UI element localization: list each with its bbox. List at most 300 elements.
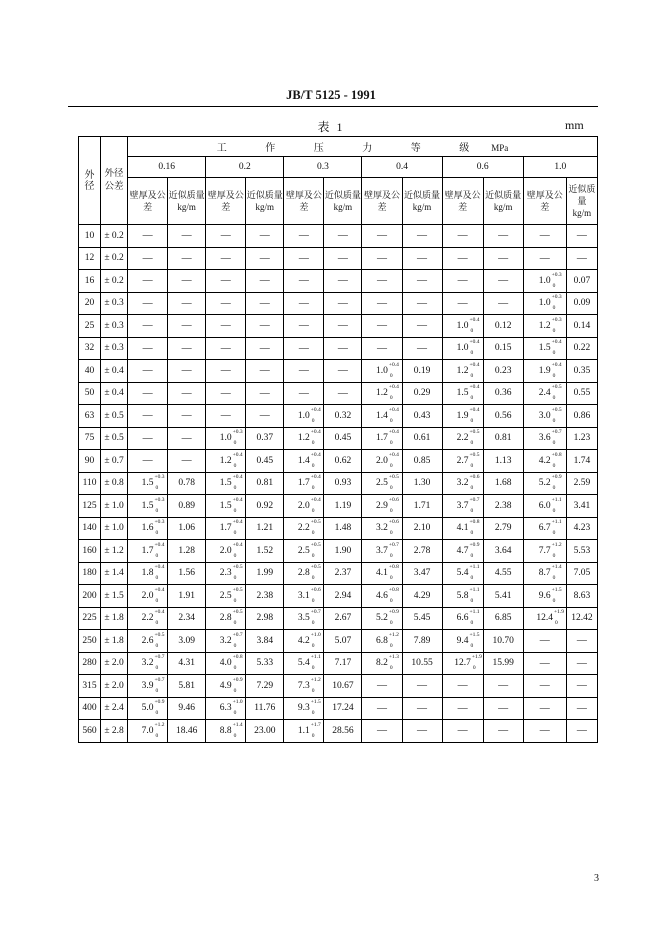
wall-thickness-value [376, 586, 399, 604]
empty-cell: — [483, 697, 523, 720]
approx-mass-cell: 1.48 [324, 517, 362, 540]
wall-thickness-value [219, 631, 243, 649]
wall-thickness-value [297, 631, 321, 649]
approx-mass-cell: 2.59 [566, 472, 597, 495]
wall-thickness-nominal: 9.3 [297, 703, 310, 714]
od-tolerance-cell: ± 2.0 [101, 675, 128, 698]
outer-diameter-cell: 12 [79, 247, 101, 270]
wall-thickness-value [141, 496, 165, 514]
approx-mass-cell: 0.92 [246, 495, 284, 518]
wall-thickness-cell [284, 540, 324, 563]
wall-thickness-cell [206, 585, 246, 608]
upper-tolerance: +1.0 [232, 699, 243, 706]
approx-mass-cell: 0.15 [483, 337, 523, 360]
wall-thickness-nominal: 2.8 [219, 613, 232, 624]
wall-thickness-value [297, 429, 321, 447]
approx-mass-cell: 0.89 [168, 495, 206, 518]
wall-thickness-value [141, 586, 165, 604]
lower-tolerance: 0 [470, 597, 474, 604]
table-row [79, 382, 598, 405]
outer-diameter-cell: 315 [79, 675, 101, 698]
upper-tolerance: +0.3 [551, 271, 562, 278]
approx-mass-cell: 12.42 [566, 607, 597, 630]
wall-thickness-cell [362, 517, 402, 540]
empty-cell: — [206, 292, 246, 315]
table-row [79, 225, 598, 248]
upper-tolerance: +1.5 [469, 631, 480, 638]
wall-thickness-nominal: 2.4 [538, 388, 551, 399]
upper-tolerance: +0.4 [154, 564, 165, 571]
lower-tolerance: 0 [552, 350, 556, 357]
empty-cell: — [483, 720, 523, 743]
wall-thickness-cell [523, 292, 566, 315]
outer-diameter-cell: 250 [79, 630, 101, 653]
empty-cell: — [284, 270, 324, 293]
approx-mass-cell: 2.94 [324, 585, 362, 608]
wall-thickness-cell [206, 652, 246, 675]
upper-tolerance: +0.9 [469, 541, 480, 548]
table-row [79, 630, 598, 653]
wall-thickness-value [219, 721, 243, 739]
outer-diameter-cell: 160 [79, 540, 101, 563]
header-rule [68, 106, 598, 107]
approx-mass-cell: 0.23 [483, 360, 523, 383]
upper-tolerance: +0.8 [388, 586, 399, 593]
lower-tolerance: 0 [470, 620, 474, 627]
wall-thickness-cell [442, 607, 483, 630]
approx-mass-cell: 1.91 [168, 585, 206, 608]
wall-thickness-nominal: 1.1 [297, 725, 310, 736]
wall-thickness-value [297, 564, 321, 582]
table-row [79, 270, 598, 293]
wall-thickness-cell [284, 405, 324, 428]
pressure-grade-4: 0.6 [442, 157, 523, 178]
upper-tolerance: +1.9 [471, 654, 482, 661]
lower-tolerance: 0 [155, 665, 159, 672]
empty-cell: — [523, 697, 566, 720]
od-tolerance-cell: ± 1.0 [101, 517, 128, 540]
upper-tolerance: +1.2 [551, 541, 562, 548]
upper-tolerance: +0.3 [154, 474, 165, 481]
wall-thickness-nominal: 4.1 [456, 523, 469, 534]
lower-tolerance: 0 [389, 440, 393, 447]
upper-tolerance: +0.4 [232, 474, 243, 481]
approx-mass-cell: 1.68 [483, 472, 523, 495]
wall-thickness-value [141, 676, 165, 694]
wall-thickness-cell [362, 540, 402, 563]
wall-thickness-value [538, 271, 562, 289]
wall-thickness-value [297, 496, 321, 514]
od-tolerance-cell: ± 0.2 [101, 247, 128, 270]
outer-diameter-cell: 25 [79, 315, 101, 338]
outer-diameter-cell: 63 [79, 405, 101, 428]
wall-thickness-cell [206, 472, 246, 495]
table-row [79, 562, 598, 585]
approx-mass-cell: 1.13 [483, 450, 523, 473]
empty-cell: — [168, 315, 206, 338]
approx-mass-cell: 2.98 [246, 607, 284, 630]
od-tolerance-cell: ± 1.5 [101, 585, 128, 608]
empty-cell: — [362, 697, 402, 720]
wall-thickness-value [376, 406, 399, 424]
empty-cell: — [128, 382, 168, 405]
upper-tolerance: +0.4 [154, 586, 165, 593]
wall-thickness-nominal: 2.9 [376, 500, 388, 511]
wall-thickness-nominal: 1.0 [297, 410, 310, 421]
upper-tolerance: +0.4 [388, 361, 399, 368]
lower-tolerance: 0 [311, 687, 315, 694]
lower-tolerance: 0 [389, 575, 393, 582]
empty-cell: — [566, 652, 597, 675]
approx-mass-cell: 0.86 [566, 405, 597, 428]
table-row [79, 450, 598, 473]
outer-diameter-cell: 140 [79, 517, 101, 540]
table-row [79, 675, 598, 698]
wall-thickness-header: 壁厚及公 差 [442, 178, 483, 225]
wall-thickness-header: 壁厚及公 差 [362, 178, 402, 225]
approx-mass-cell: 2.78 [402, 540, 442, 563]
lower-tolerance: 0 [389, 597, 393, 604]
wall-thickness-cell [442, 382, 483, 405]
wall-thickness-nominal: 1.2 [219, 455, 232, 466]
empty-cell: — [246, 247, 284, 270]
lower-tolerance: 0 [470, 485, 474, 492]
wall-thickness-header: 壁厚及公 差 [128, 178, 168, 225]
wall-thickness-value [141, 631, 165, 649]
od-tolerance-cell: ± 1.2 [101, 540, 128, 563]
wall-thickness-value [538, 586, 562, 604]
wall-thickness-nominal: 1.2 [297, 433, 310, 444]
lower-tolerance: 0 [552, 305, 556, 312]
wall-thickness-value [297, 406, 321, 424]
upper-tolerance: +0.4 [232, 541, 243, 548]
wall-thickness-cell [128, 495, 168, 518]
table-row [79, 472, 598, 495]
lower-tolerance: 0 [311, 642, 315, 649]
wall-thickness-cell [362, 382, 402, 405]
upper-tolerance: +1.5 [551, 586, 562, 593]
approx-mass-label: 近似质量 [168, 189, 205, 200]
wall-thickness-cell [362, 427, 402, 450]
wall-thickness-value [538, 384, 562, 402]
wall-thickness-value [538, 429, 562, 447]
approx-mass-cell: 4.31 [168, 652, 206, 675]
wall-thickness-cell [128, 607, 168, 630]
approx-mass-cell: 3.09 [168, 630, 206, 653]
approx-mass-cell: 5.81 [168, 675, 206, 698]
empty-cell: — [206, 315, 246, 338]
mass-unit-label: kg/m [255, 202, 275, 212]
upper-tolerance: +1.1 [469, 586, 480, 593]
approx-mass-cell: 2.67 [324, 607, 362, 630]
outer-diameter-cell: 32 [79, 337, 101, 360]
empty-cell: — [168, 382, 206, 405]
table-title: 表 1 [317, 120, 345, 134]
wall-thickness-nominal: 3.5 [297, 613, 310, 624]
empty-cell: — [442, 225, 483, 248]
outer-diameter-cell: 280 [79, 652, 101, 675]
lower-tolerance: 0 [311, 665, 315, 672]
wall-thickness-cell [442, 427, 483, 450]
empty-cell: — [362, 675, 402, 698]
wall-thickness-cell [442, 315, 483, 338]
mass-unit-label: kg/m [493, 202, 513, 212]
wall-thickness-nominal: 1.6 [141, 523, 154, 534]
empty-cell: — [483, 292, 523, 315]
wall-thickness-nominal: 2.7 [456, 455, 469, 466]
empty-cell: — [168, 337, 206, 360]
upper-tolerance: +0.4 [469, 339, 480, 346]
wall-thickness-nominal: 1.5 [219, 500, 232, 511]
pressure-grade-2: 0.3 [284, 157, 362, 178]
wall-thickness-cell [442, 405, 483, 428]
lower-tolerance: 0 [155, 710, 159, 717]
lower-tolerance: 0 [552, 597, 556, 604]
wall-thickness-nominal: 4.2 [538, 455, 551, 466]
wall-thickness-cell [128, 675, 168, 698]
upper-tolerance: +0.3 [551, 316, 562, 323]
upper-tolerance: +1.5 [310, 699, 321, 706]
wall-thickness-value [297, 451, 321, 469]
lower-tolerance: 0 [311, 530, 315, 537]
wall-thickness-cell [362, 562, 402, 585]
outer-diameter-cell: 90 [79, 450, 101, 473]
wall-thickness-nominal: 3.6 [538, 433, 551, 444]
approx-mass-cell: 7.17 [324, 652, 362, 675]
empty-cell: — [402, 247, 442, 270]
wall-thickness-cell [362, 495, 402, 518]
approx-mass-cell: 17.24 [324, 697, 362, 720]
wall-thickness-nominal: 7.7 [538, 545, 551, 556]
approx-mass-cell: 1.52 [246, 540, 284, 563]
table-row [79, 360, 598, 383]
upper-tolerance: +0.8 [551, 451, 562, 458]
wall-thickness-value [376, 541, 399, 559]
empty-cell: — [128, 450, 168, 473]
lower-tolerance: 0 [233, 665, 237, 672]
empty-cell: — [128, 225, 168, 248]
upper-tolerance: +0.9 [388, 609, 399, 616]
wall-thickness-cell [442, 495, 483, 518]
lower-tolerance: 0 [311, 597, 315, 604]
wall-thickness-value [454, 654, 482, 672]
wall-thickness-value [219, 429, 243, 447]
wall-thickness-cell [128, 697, 168, 720]
approx-mass-cell: 1.28 [168, 540, 206, 563]
od-tolerance-cell: ± 2.8 [101, 720, 128, 743]
upper-tolerance: +0.7 [388, 541, 399, 548]
approx-mass-cell: 3.84 [246, 630, 284, 653]
empty-cell: — [128, 360, 168, 383]
wall-thickness-cell [206, 720, 246, 743]
wall-thickness-value [456, 541, 480, 559]
wall-thickness-value [219, 519, 243, 537]
upper-tolerance: +0.5 [232, 609, 243, 616]
approx-mass-cell: 10.67 [324, 675, 362, 698]
approx-mass-cell: 1.06 [168, 517, 206, 540]
wall-thickness-cell [523, 427, 566, 450]
pipe-dimension-table [78, 136, 598, 743]
empty-cell: — [128, 247, 168, 270]
table-row [79, 495, 598, 518]
lower-tolerance: 0 [155, 642, 159, 649]
lower-tolerance: 0 [552, 530, 556, 537]
wall-thickness-cell [128, 652, 168, 675]
working-pressure-header [128, 137, 598, 157]
standard-number: JB/T 5125 - 1991 [286, 88, 376, 102]
outer-diameter-cell: 180 [79, 562, 101, 585]
lower-tolerance: 0 [389, 395, 393, 402]
od-tolerance-cell: ± 0.7 [101, 450, 128, 473]
wall-thickness-value [538, 496, 562, 514]
approx-mass-label: 近似质量 [324, 189, 361, 200]
table-unit: mm [565, 118, 584, 132]
wall-thickness-nominal: 4.0 [219, 658, 232, 669]
empty-cell: — [324, 292, 362, 315]
empty-cell: — [362, 270, 402, 293]
wall-thickness-value [141, 654, 165, 672]
wall-thickness-nominal: 1.0 [219, 433, 232, 444]
empty-cell: — [168, 405, 206, 428]
upper-tolerance: +0.7 [154, 654, 165, 661]
wall-thickness-cell [284, 472, 324, 495]
empty-cell: — [168, 247, 206, 270]
empty-cell: — [566, 675, 597, 698]
empty-cell: — [284, 315, 324, 338]
upper-tolerance: +0.4 [469, 316, 480, 323]
wall-thickness-value [456, 474, 480, 492]
approx-mass-cell: 0.61 [402, 427, 442, 450]
upper-tolerance: +0.4 [388, 451, 399, 458]
empty-cell: — [246, 337, 284, 360]
wall-thickness-value [456, 361, 480, 379]
wall-thickness-cell [284, 630, 324, 653]
lower-tolerance: 0 [311, 440, 315, 447]
approx-mass-cell: 1.74 [566, 450, 597, 473]
wall-thickness-cell [523, 472, 566, 495]
wall-thickness-nominal: 2.5 [297, 545, 310, 556]
empty-cell: — [362, 225, 402, 248]
empty-cell: — [324, 360, 362, 383]
wall-thickness-nominal: 3.9 [141, 680, 154, 691]
empty-cell: — [523, 652, 566, 675]
wall-thickness-value [376, 474, 399, 492]
wall-thickness-nominal: 1.0 [538, 298, 551, 309]
wall-thickness-nominal: 3.2 [219, 635, 232, 646]
upper-tolerance: +0.4 [388, 429, 399, 436]
upper-tolerance: +0.3 [232, 429, 243, 436]
wall-thickness-nominal: 7.0 [141, 725, 154, 736]
wall-thickness-nominal: 7.3 [297, 680, 310, 691]
empty-cell: — [284, 337, 324, 360]
od-tolerance-cell: ± 0.3 [101, 337, 128, 360]
wall-thickness-nominal: 5.4 [456, 568, 469, 579]
table-row [79, 517, 598, 540]
empty-cell: — [566, 720, 597, 743]
wall-thickness-value [141, 474, 165, 492]
upper-tolerance: +0.4 [469, 361, 480, 368]
approx-mass-cell: 0.56 [483, 405, 523, 428]
upper-tolerance: +0.5 [310, 564, 321, 571]
upper-tolerance: +0.9 [154, 699, 165, 706]
lower-tolerance: 0 [155, 620, 159, 627]
lower-tolerance: 0 [552, 282, 556, 289]
wall-thickness-nominal: 5.2 [376, 613, 388, 624]
outer-diameter-cell: 10 [79, 225, 101, 248]
wall-thickness-value [219, 586, 243, 604]
wall-thickness-cell [206, 517, 246, 540]
wall-thickness-nominal: 2.0 [219, 545, 232, 556]
wall-thickness-value [297, 676, 321, 694]
lower-tolerance: 0 [233, 620, 237, 627]
lower-tolerance: 0 [552, 462, 556, 469]
wall-thickness-cell [128, 517, 168, 540]
wall-thickness-cell [523, 517, 566, 540]
approx-mass-cell: 0.32 [324, 405, 362, 428]
upper-tolerance: +0.7 [551, 429, 562, 436]
approx-mass-cell: 0.43 [402, 405, 442, 428]
empty-cell: — [246, 382, 284, 405]
upper-tolerance: +1.0 [310, 631, 321, 638]
wall-thickness-cell [523, 540, 566, 563]
approx-mass-cell: 0.07 [566, 270, 597, 293]
wall-thickness-nominal: 1.7 [141, 545, 154, 556]
pressure-grade-row [79, 157, 598, 178]
wall-thickness-nominal: 1.5 [456, 388, 469, 399]
empty-cell: — [206, 360, 246, 383]
wall-thickness-nominal: 1.0 [456, 343, 469, 354]
empty-cell: — [284, 225, 324, 248]
table-row [79, 540, 598, 563]
empty-cell: — [324, 270, 362, 293]
upper-tolerance: +0.9 [551, 474, 562, 481]
table-row [79, 337, 598, 360]
pressure-grade-0: 0.16 [128, 157, 206, 178]
table-row [79, 720, 598, 743]
wall-thickness-value [297, 541, 321, 559]
upper-tolerance: +0.4 [310, 429, 321, 436]
lower-tolerance: 0 [155, 597, 159, 604]
upper-tolerance: +0.4 [232, 519, 243, 526]
wall-thickness-value [297, 519, 321, 537]
wall-thickness-nominal: 2.5 [219, 590, 232, 601]
upper-tolerance: +0.5 [469, 451, 480, 458]
wall-thickness-value [219, 609, 243, 627]
wall-thickness-value [456, 451, 480, 469]
empty-cell: — [402, 270, 442, 293]
empty-cell: — [442, 270, 483, 293]
lower-tolerance: 0 [552, 485, 556, 492]
lower-tolerance: 0 [470, 440, 474, 447]
wall-thickness-nominal: 6.7 [538, 523, 551, 534]
empty-cell: — [324, 225, 362, 248]
approx-mass-header [324, 178, 362, 225]
empty-cell: — [168, 427, 206, 450]
wall-thickness-value [538, 294, 562, 312]
empty-cell: — [566, 225, 597, 248]
od-tolerance-cell: ± 0.4 [101, 382, 128, 405]
lower-tolerance: 0 [155, 485, 159, 492]
upper-tolerance: +1.1 [551, 496, 562, 503]
approx-mass-cell: 1.23 [566, 427, 597, 450]
wall-thickness-header: 壁厚及公 差 [284, 178, 324, 225]
wall-thickness-value [456, 429, 480, 447]
wall-thickness-nominal: 6.6 [456, 613, 469, 624]
approx-mass-cell: 0.09 [566, 292, 597, 315]
wall-thickness-nominal: 1.7 [297, 478, 310, 489]
approx-mass-cell: 2.10 [402, 517, 442, 540]
outer-diameter-cell: 16 [79, 270, 101, 293]
